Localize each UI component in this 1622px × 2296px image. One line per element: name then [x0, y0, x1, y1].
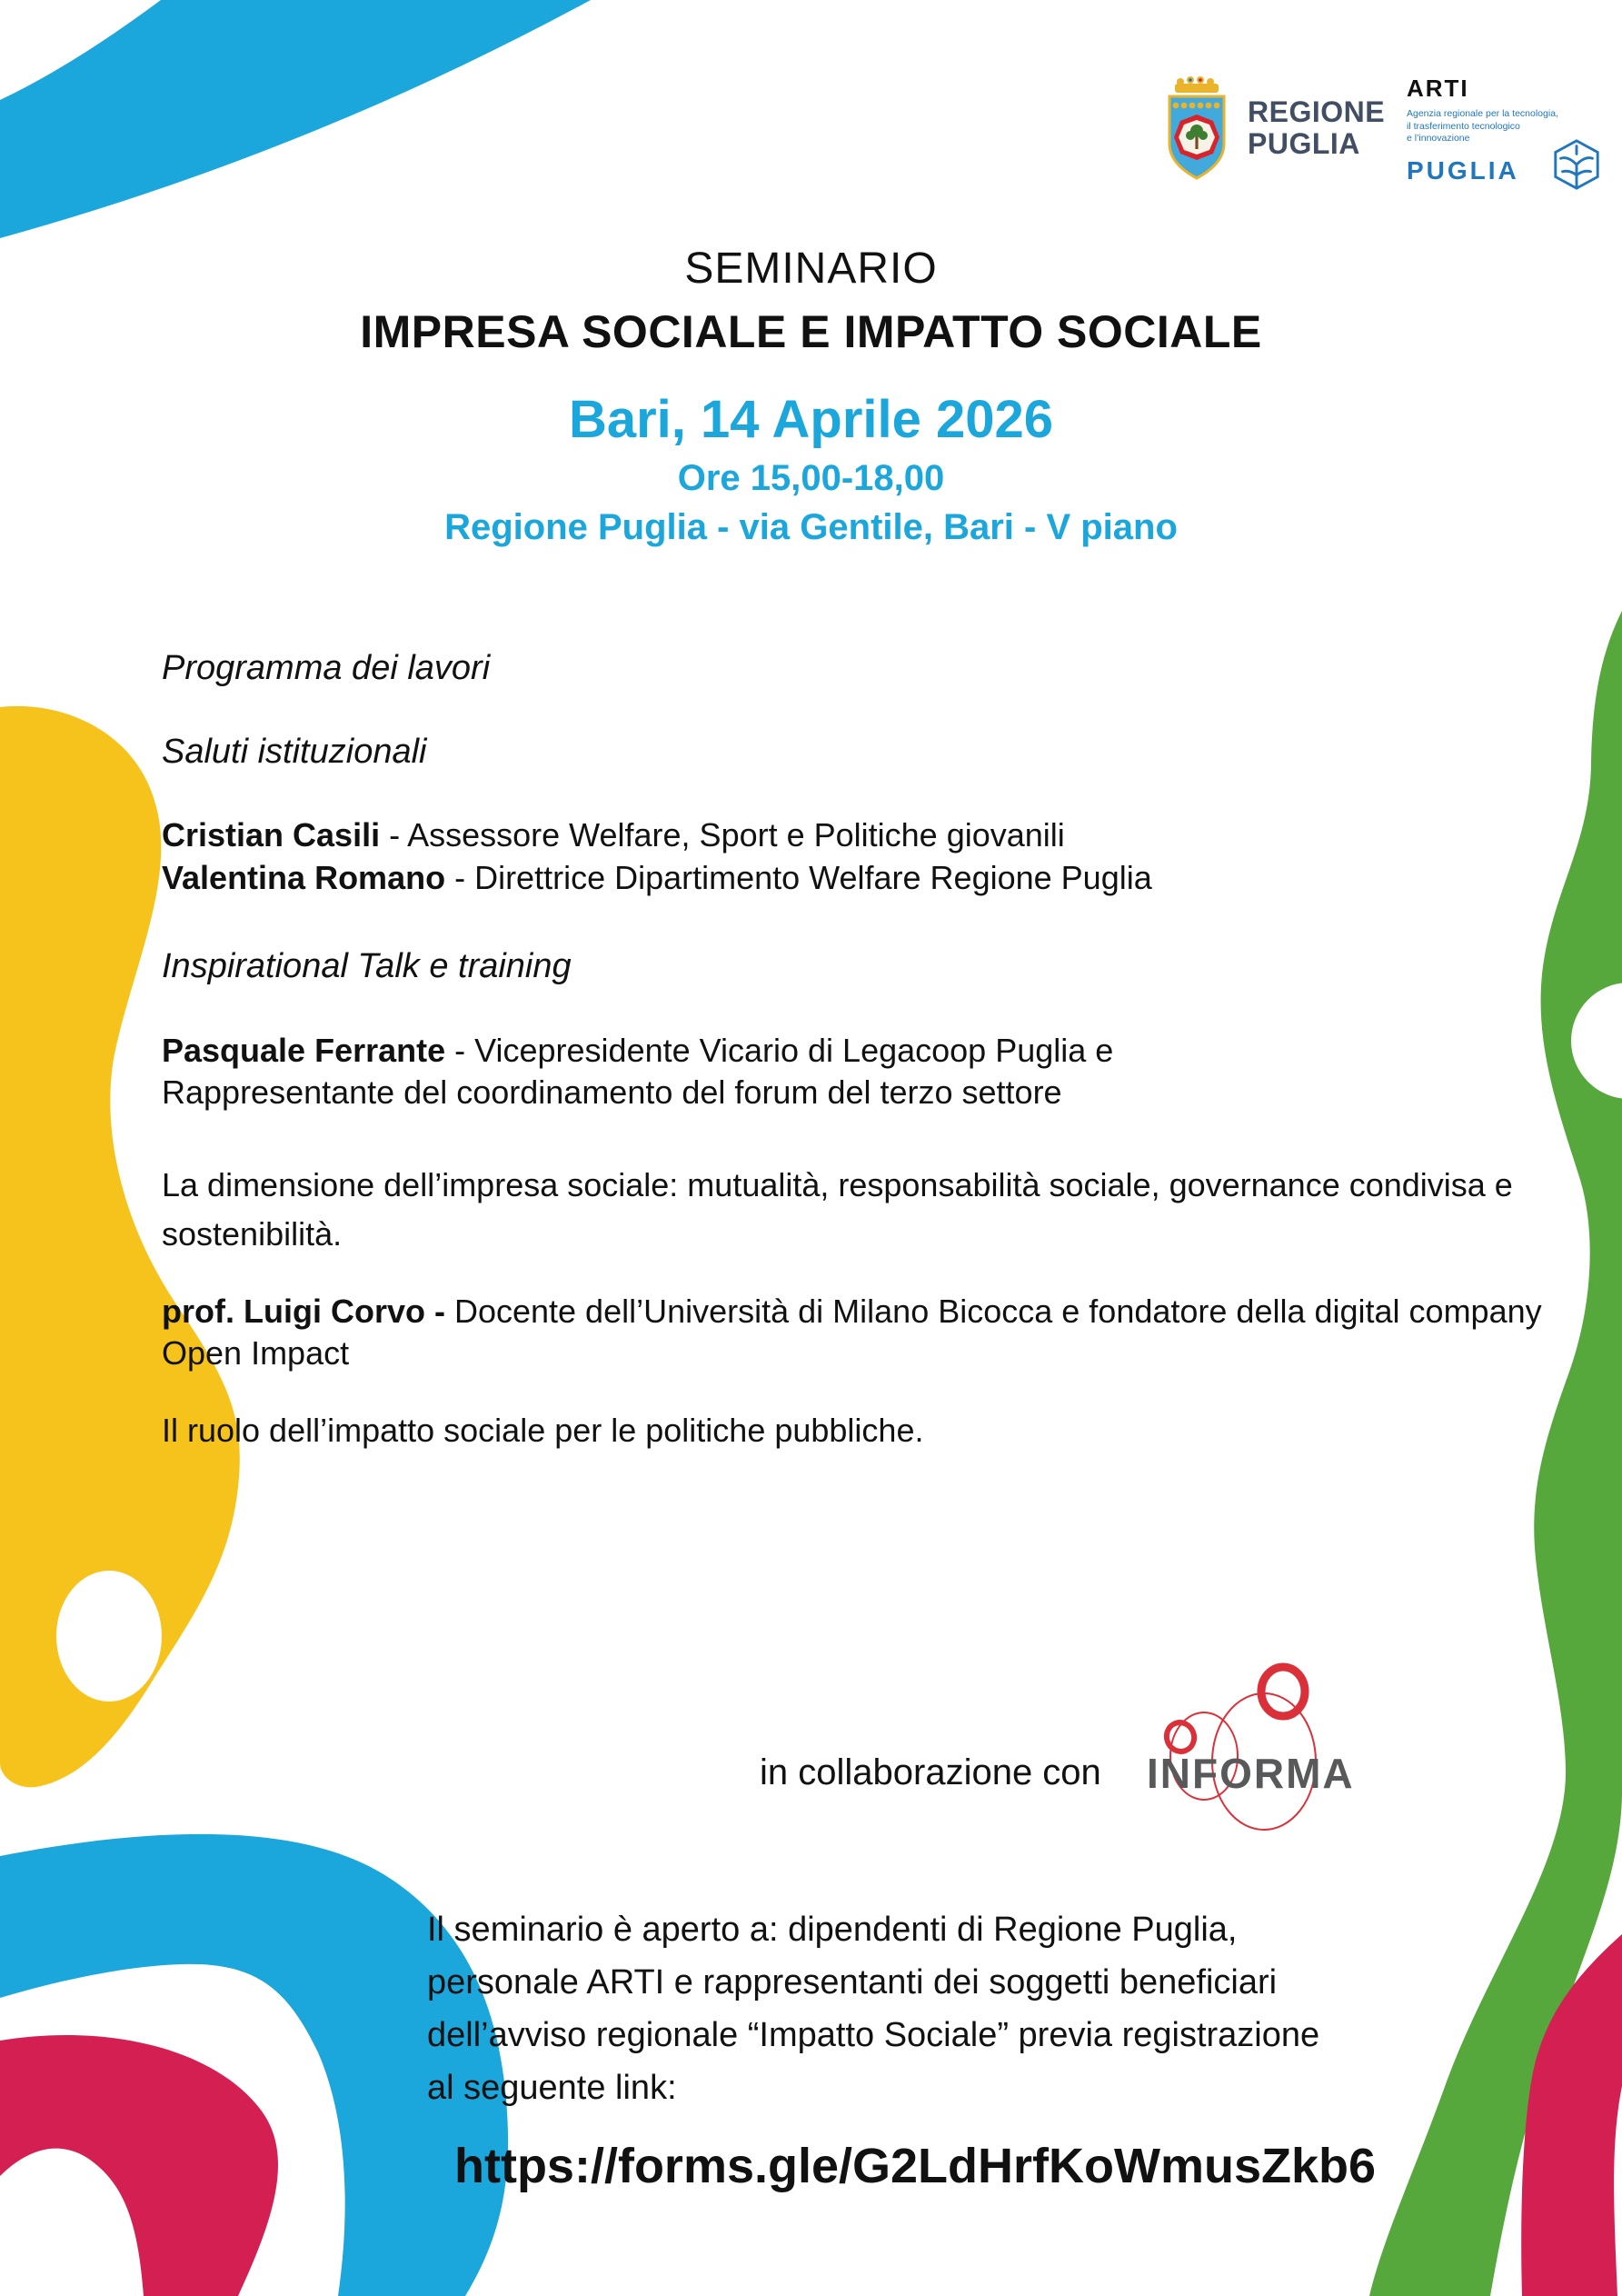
speaker-name: prof. Luigi Corvo - [162, 1293, 445, 1330]
arti-tagline-line1: Agenzia regionale per la tecnologia, [1407, 108, 1558, 119]
speaker-role-continued: Open Impact [162, 1334, 350, 1372]
informa-logo-circles-icon [1134, 1642, 1352, 1851]
regione-word: REGIONE [1248, 95, 1386, 129]
arti-tagline-line3: e l’innovazione [1407, 133, 1470, 145]
speaker-role: Docente dell’Università di Milano Bicocca e fondatore della digital company [444, 1293, 1542, 1330]
footer-info-line4: al seguente link: [427, 2069, 677, 2107]
program-section-talk: Inspirational Talk e training [162, 947, 572, 985]
top-left-blue-swoosh [0, 0, 591, 238]
collaboration-text: in collaborazione con [760, 1752, 1101, 1792]
footer-info-line1: Il seminario è aperto a: dipendenti di Regione Puglia, [427, 1911, 1238, 1949]
program-section-greetings: Saluti istituzionali [162, 733, 427, 771]
seminar-kicker: SEMINARIO [684, 245, 938, 293]
speaker-role: - Direttrice Dipartimento Welfare Regione Puglia [445, 859, 1152, 896]
talk2-description: Il ruolo dell’impatto sociale per le politiche pubbliche. [162, 1412, 924, 1449]
regione-puglia-wordmark [1248, 96, 1385, 159]
speaker-line-cristian-casili [162, 816, 1065, 854]
arti-logo [1407, 75, 1558, 185]
speaker-name: Cristian Casili [162, 816, 381, 854]
speaker-line-luigi-corvo [162, 1293, 1542, 1331]
talk-description-line1: La dimensione dell’impresa sociale: mutualità, responsabilità sociale, governance condivisa e [162, 1166, 1513, 1203]
talk-description-line2: sostenibilità. [162, 1215, 343, 1253]
speaker-name: Pasquale Ferrante [162, 1032, 446, 1069]
arti-puglia-wordmark: PUGLIA [1407, 155, 1519, 185]
speaker-line-valentina-romano [162, 859, 1152, 897]
event-venue: Regione Puglia - via Gentile, Bari - V piano [444, 507, 1178, 547]
arti-wordmark: ARTI [1407, 75, 1469, 102]
speaker-line-pasquale-ferrante [162, 1032, 1113, 1070]
informa-wordmark: INFORMA [1147, 1750, 1355, 1797]
bottom-left-crimson-ribbon [0, 2035, 278, 2296]
yellow-blob-hole [56, 1571, 162, 1702]
speaker-role-continued: Rappresentante del coordinamento del forum del terzo settore [162, 1073, 1062, 1111]
arti-tagline-line2: il trasferimento tecnologico [1407, 120, 1520, 132]
footer-info-line3: dell’avviso regionale “Impatto Sociale” previa registrazione [427, 2016, 1320, 2054]
regione-puglia-emblem-icon [1160, 73, 1233, 184]
speaker-role: - Assessore Welfare, Sport e Politiche giovanili [380, 816, 1065, 854]
puglia-word: PUGLIA [1248, 127, 1360, 160]
program-intro: Programma dei lavori [162, 649, 491, 687]
regione-puglia-logo [1160, 73, 1385, 184]
arti-puglia-tree-icon [1550, 138, 1603, 191]
arti-tagline [1407, 108, 1558, 145]
speaker-role: - Vicepresidente Vicario di Legacoop Puglia e [445, 1032, 1114, 1069]
event-time: Ore 15,00-18,00 [677, 458, 945, 498]
speaker-name: Valentina Romano [162, 859, 446, 896]
footer-info-line2: personale ARTI e rappresentanti dei soggetti beneficiari [427, 1963, 1278, 2002]
seminar-title: IMPRESA SOCIALE E IMPATTO SOCIALE [360, 306, 1262, 357]
registration-link[interactable]: https://forms.gle/G2LdHrfKoWmusZkb6 [454, 2139, 1377, 2193]
event-date: Bari, 14 Aprile 2026 [568, 390, 1054, 449]
